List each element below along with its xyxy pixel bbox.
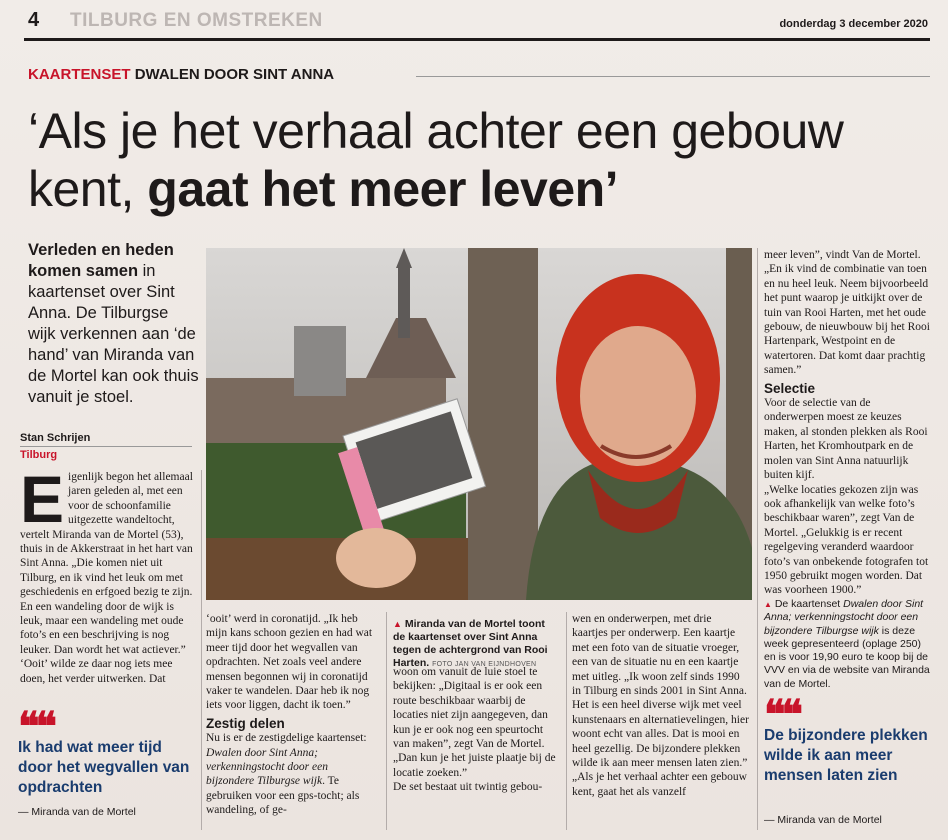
kicker-title: DWALEN DOOR SINT ANNA [134,66,335,83]
photo-credit: FOTO JAN VAN EIJNDHOVEN [432,661,537,668]
triangle-icon: ▲ [764,600,772,609]
headline-line-2-bold: gaat het meer leven’ [147,161,619,217]
column-1-text: igenlijk begon het allemaal jaren geleden al, met een voor de schoonfamilie uitgezette wandeltocht, vertelt Miranda van de Mortel (53), thuis in de Akkerstraat in het hart van Sint Anna. „Die komen niet uit Tilburg, en ik vind het leuk om met geschiedenis en erfgoed bezig te zijn. En een wandeling door de wijk is leuk, maar een wandeling met oude foto’s en een beschrijving is nog leuker. Dan wordt het wat actiever.” [20,471,193,656]
column-3-text: woon om vanuit de luie stoel te bekijken: „Digitaal is er ook een route beschikbaar waarbij de locaties niet zijn aangegeven, dan kun je er ook nog een speurtocht van maken”, zegt Van de Mortel. „Dan kun je het juiste plaatje bij de locatie zoeken.” [393,666,556,779]
intro-bold: Verleden en heden komen samen [28,241,174,280]
dropcap: E [20,462,65,536]
page-number: 4 [28,9,40,31]
column-3 [393,665,559,795]
headline-line-1: ‘Als je het verhaal achter een gebouw [28,103,844,159]
pull-quote-1: Ik had wat meer tijd door het wegvallen van opdrachten [18,739,190,796]
headline [28,102,928,218]
kicker-label: KAARTENSET [28,66,131,83]
photo-illustration [206,248,752,600]
column-1-text-2: ‘Ooit’ wilde ze daar nog iets mee doen, het verder uitwerken. Dat [20,658,173,685]
note-text-b: is deze week gepresenteerd (oplage 250) en is voor 19,90 euro te koop bij de VVV en via de website van Miranda van de Mortel. [764,624,930,690]
column-divider [386,612,387,830]
intro-text: in kaartenset over Sint Anna. De Tilburgse wijk verkennen aan ‘de hand’ van Miranda van de Mortel kan ook thuis vanuit je stoel. [28,262,199,406]
subhead-zestig-delen: Zestig delen [206,715,285,731]
quote-icon: ❝❝ [764,693,800,737]
column-2 [206,612,376,818]
caption-text: Miranda van de Mortel toont de kaartenset over Sint Anna tegen de achtergrond van Rooi Harten. [393,618,548,669]
triangle-icon: ▲ [393,619,402,629]
section-title: TILBURG EN OMSTREKEN [70,10,323,31]
photo-caption [393,618,559,671]
byline-rule [20,446,192,447]
headline-line-2-regular: kent, [28,161,148,217]
byline-place: Tilburg [20,449,58,461]
kicker-rule [416,76,930,77]
column-2-text-2-italic: Dwalen door Sint Anna; verkenningstocht door een bijzondere Tilburgse wijk [206,746,328,788]
column-4 [572,612,750,799]
column-right-text: meer leven”, vindt Van de Mortel. „En ik vind de combinatie van toen en nu heel leuk. Neem bijvoorbeeld het punt waarop je uitkijkt over de tuin van Rooi Harten, met het oude gebouw, de nieuwbouw bij het Rooi Hartenpark, Westpoint en de watertoren. Dat komt daar prachtig samen.” [764,249,930,377]
column-right [764,248,930,598]
headline-line-2 [28,160,928,218]
note-italic: Dwalen door Sint Anna; verkenningstocht door een bijzondere Tilburgse wijk [764,598,924,637]
kicker [28,66,334,83]
article-photo [206,248,752,600]
column-divider [201,470,202,830]
intro [28,240,200,408]
header-rule [24,38,930,41]
info-note [764,598,934,691]
pull-quote-2-source: — Miranda van de Mortel [764,814,882,826]
column-2-text-2b: . Te gebruiken voor een gps-tocht; als wandeling, of ge- [206,775,360,817]
column-divider [757,248,758,830]
column-4-text: wen en onderwerpen, met drie kaartjes per onderwerp. Een kaartje met een foto van de situatie vroeger, een van de situatie nu en een kaartje met uitleg. „Ik woon zelf sinds 1990 in Tilburg en sinds 2001 in Sint Anna. Het is een heel diverse wijk met veel kunstenaars en alternatievelingen, hier woont echt van alles. Dat is mooi en heel gezellig. De bijzondere plekken wilde ik aan meer mensen laten zien.” [572,613,749,770]
column-4-text-2: „Als je het verhaal achter een gebouw kent, gaat het als vanzelf [572,771,747,798]
column-right-text-3: „Welke locaties gekozen zijn was ook afhankelijk van welke foto’s beschikbaar waren”, zegt Van de Mortel. „Gelukkig is er recent regelgeving veranderd waardoor foto’s van onbekende fotografen tot 1950 gebruikt mogen worden. Dat was voorheen 1900.” [764,483,929,597]
pull-quote-2: De bijzondere plekken wilde ik aan meer mensen laten zien [764,727,928,784]
column-1 [20,462,196,686]
column-2-text-2a: Nu is er de zestigdelige kaartenset: [206,732,367,745]
note-text-a: De kaartenset [774,598,844,610]
pull-quote-1-source: — Miranda van de Mortel [18,806,136,818]
issue-date: donderdag 3 december 2020 [779,18,928,30]
column-3-text-2: De set bestaat uit twintig gebou- [393,781,543,794]
column-right-text-2: Voor de selectie van de onderwerpen moest ze keuzes maken, al stonden plekken als Rooi Harten, het Kromhoutpark en de molen van Sint Anna natuurlijk buiten kijf. [764,397,928,482]
column-divider [566,612,567,830]
subhead-selectie: Selectie [764,380,816,396]
column-2-text: ‘ooit’ werd in coronatijd. „Ik heb mijn kans schoon gezien en had wat meer tijd door het wegvallen van opdrachten. Net zoals veel andere mensen begonnen wij in coronatijd vaker te wandelen. Daar heb ik nog iets voor liggen, dacht ik toen.” [206,613,373,712]
byline-author: Stan Schrijen [20,432,91,444]
quote-icon: ❝❝ [18,705,54,749]
